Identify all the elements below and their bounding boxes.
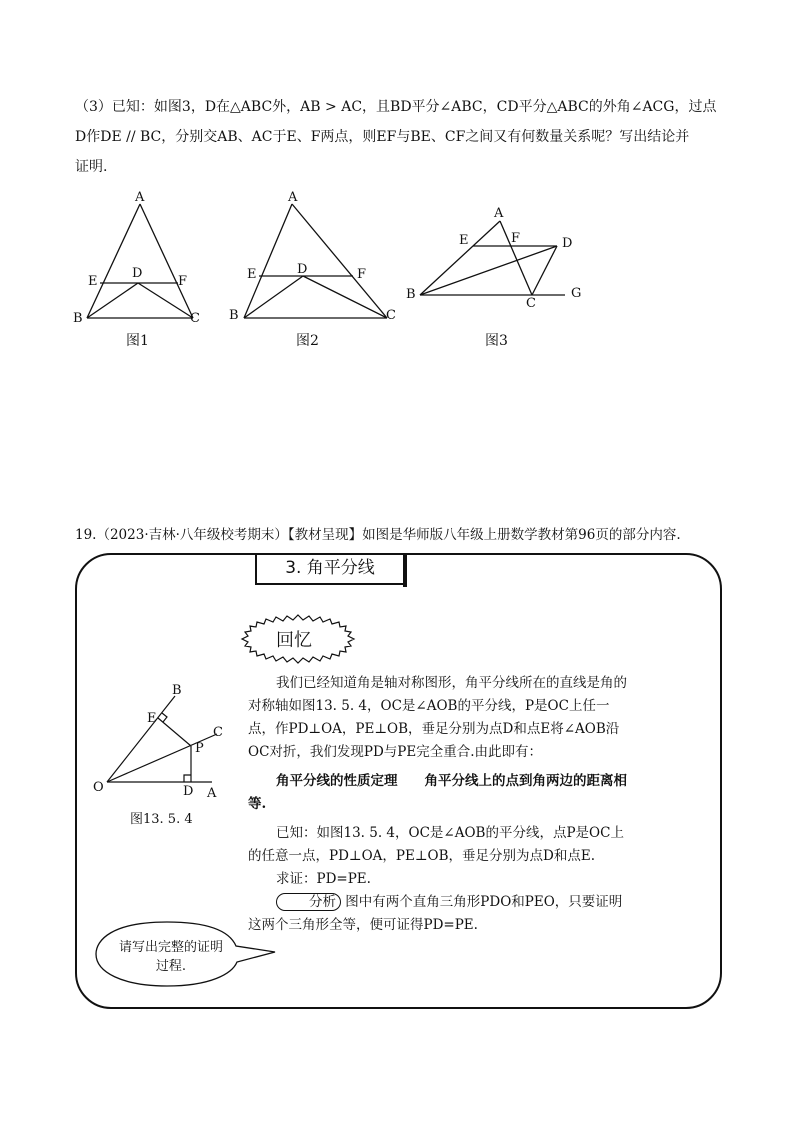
fig3-label-a: A [494,206,504,221]
question-3-line-2: D作DE // BC，分别交AB、AC于E、F两点，则EF与BE、CF之间又有何数量关系呢？写出结论并 [75,129,690,145]
fig1-label-d: D [132,266,143,281]
fig1-label-b: B [73,311,83,326]
section-title: 3. 角平分线 [255,553,405,585]
ray-ob [107,696,175,782]
fig3-label-c: C [526,296,536,311]
analysis-paragraph [248,891,628,937]
fig2-label-b: B [229,308,239,323]
figure-2 [230,190,400,330]
fig1-label-a: A [135,190,145,205]
speech-bubble-text: 请写出完整的证明过程. [118,940,223,974]
recall-paragraph: 我们已经知道角是轴对称图形，角平分线所在的直线是角的对称轴如图13. 5. 4，OC是∠AOB的平分线，P是OC上任一点，作PD⊥OA，PE⊥OB，垂足分别为点D和点E将∠AOB沿OC对折，我们发现PD与PE完全重合.由此即有： [248,675,627,760]
question-3-text [75,92,735,182]
theorem-statement: 角平分线的性质定理 角平分线上的点到角两边的距离相等. [248,773,627,812]
question-3-line-1: （3）已知：如图3，D在△ABC外，AB > AC，且BD平分∠ABC，CD平分△ABC的外角∠ACG，过点 [75,99,717,115]
fig2-label-c: C [386,308,396,323]
prove-statement: 求证：PD=PE. [276,871,371,887]
fig-label-o: O [93,780,104,795]
question-3-line-3: 证明. [75,159,108,175]
fig1-label-e: E [88,274,98,289]
fig-label-e: E [147,711,157,726]
analysis-tag: 分析 [276,893,341,911]
segment-pe [158,718,191,746]
analysis-text: 图中有两个直角三角形PDO和PEO，只要证明这两个三角形全等，便可证得PD=PE. [248,894,623,933]
figure-13-5-4 [95,680,225,790]
fig3-label-g: G [571,286,582,301]
right-angle-mark-d [184,775,191,782]
textbook-body [248,672,628,937]
fig2-segment-cd [303,276,387,318]
fig-label-p: P [195,741,204,756]
fig1-label-f: F [178,274,188,289]
fig1-side-ab [87,204,143,318]
figure-1-caption: 图1 [126,333,149,349]
question-19-header: 19.（2023·吉林·八年级校考期末）【教材呈现】如图是华师版八年级上册数学教材第96页的部分内容. [75,527,681,543]
figure-3-caption: 图3 [485,333,508,349]
right-angle-mark-e [162,713,167,722]
fig3-label-f: F [511,231,521,246]
figure-3 [400,200,580,310]
fig-label-d: D [183,784,194,799]
fig-label-c: C [213,725,223,740]
fig2-label-d: D [297,262,308,277]
fig1-label-c: C [190,311,200,326]
fig-label-a: A [207,786,217,801]
fig-label-b: B [172,683,182,698]
figure-1 [70,190,210,330]
figure-13-5-4-caption: 图13. 5. 4 [130,812,193,827]
fig2-label-e: E [247,267,257,282]
fig3-label-d: D [562,236,573,251]
fig2-label-f: F [357,267,367,282]
fig2-label-a: A [288,190,298,205]
figure-2-caption: 图2 [296,333,319,349]
fig2-side-ac [292,204,387,318]
given-statement: 已知：如图13. 5. 4，OC是∠AOB的平分线，点P是OC上的任意一点，PD⊥OA，PE⊥OB，垂足分别为点D和点E. [248,825,624,864]
fig3-label-e: E [459,233,469,248]
fig3-label-b: B [406,287,416,302]
section-title-shadow [403,553,407,587]
recall-label: 回忆 [276,630,312,651]
